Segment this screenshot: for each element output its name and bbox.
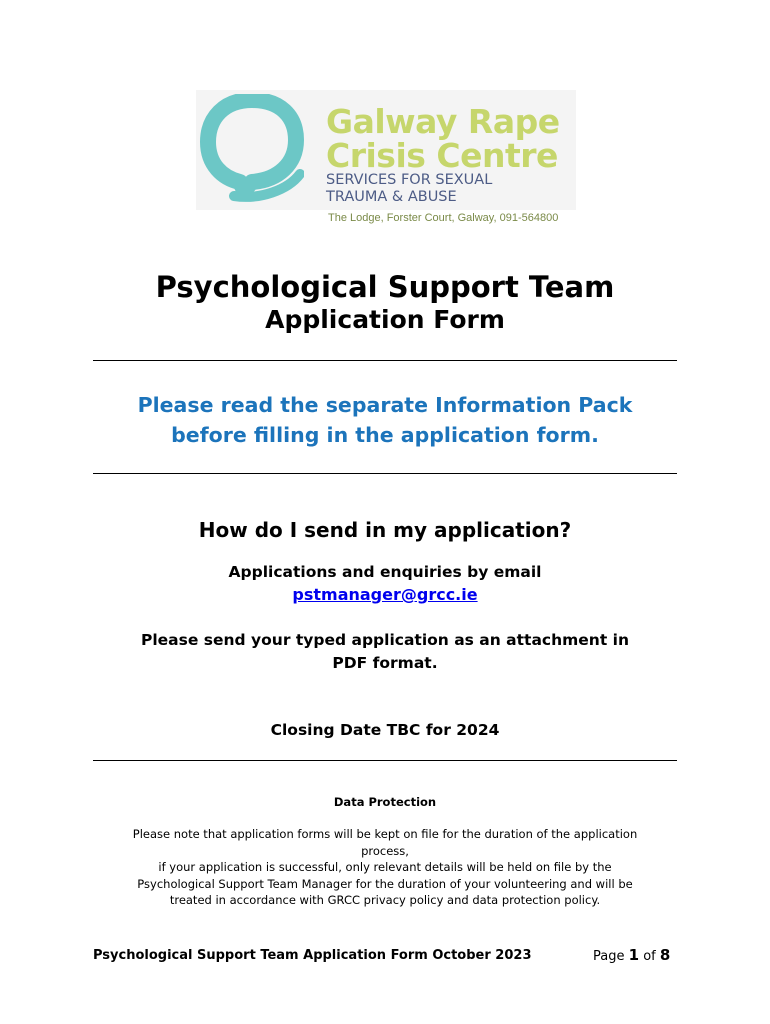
- footer-doc-title: Psychological Support Team Application Form October 2023: [93, 948, 532, 963]
- data-protection-heading: Data Protection: [333, 795, 437, 809]
- logo: [196, 90, 576, 210]
- divider: [93, 760, 677, 761]
- email-container: [0, 585, 770, 604]
- data-protection-body: [0, 826, 770, 909]
- apply-text: Applications and enquiries by email: [228, 563, 542, 581]
- logo-name-line1: Galway Rape: [326, 102, 560, 141]
- logo-tagline-line1: SERVICES FOR SEXUAL: [326, 172, 493, 188]
- of-word: of: [643, 949, 656, 964]
- page-word: Page: [593, 949, 625, 964]
- dp-line: process,: [361, 843, 409, 858]
- address: The Lodge, Forster Court, Galway, 091-564800: [328, 212, 559, 224]
- page-number: [593, 946, 670, 964]
- logo-tagline-line2: TRAUMA & ABUSE: [326, 189, 457, 205]
- closing-date: Closing Date TBC for 2024: [270, 721, 500, 739]
- page-title-line2: Application Form: [265, 305, 505, 334]
- info-pack-notice: [0, 390, 770, 450]
- notice-line2: before filling in the application form.: [171, 423, 599, 447]
- page-total: 8: [659, 946, 671, 964]
- dp-line: Please note that application forms will be kept on file for the duration of the application: [132, 827, 638, 841]
- dp-line: treated in accordance with GRCC privacy policy and data protection policy.: [169, 893, 601, 907]
- email-link[interactable]: pstmanager@grcc.ie: [292, 585, 478, 604]
- divider: [93, 473, 677, 474]
- page-title-line1: Psychological Support Team: [155, 270, 615, 304]
- pdf-line1: Please send your typed application as an attachment in: [141, 631, 629, 649]
- speech-bubble-logo-icon: [200, 94, 304, 204]
- page-current: 1: [628, 946, 640, 964]
- pdf-line2: PDF format.: [332, 654, 438, 672]
- send-heading: How do I send in my application?: [198, 518, 572, 542]
- notice-line1: Please read the separate Information Pack: [137, 393, 633, 417]
- dp-line: if your application is successful, only relevant details will be held on file by the: [158, 860, 612, 874]
- pdf-instructions: [0, 629, 770, 675]
- dp-line: Psychological Support Team Manager for the duration of your volunteering and will be: [137, 876, 633, 891]
- logo-name-line2: Crisis Centre: [326, 136, 558, 175]
- divider: [93, 360, 677, 361]
